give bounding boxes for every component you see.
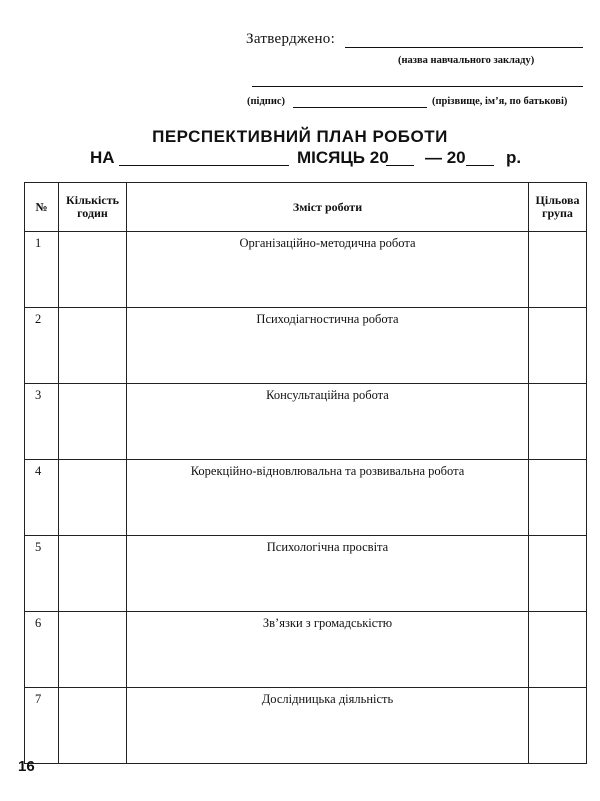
- hours-cell: [59, 688, 127, 764]
- col-header-number: №: [25, 183, 59, 232]
- signature-line: [293, 107, 427, 108]
- col-header-content: Зміст роботи: [127, 183, 529, 232]
- approved-label: Затверджено:: [246, 31, 336, 47]
- signature-label: (підпис): [247, 96, 286, 107]
- target-group-cell: [529, 460, 587, 536]
- row-number: 6: [25, 612, 59, 688]
- target-group-cell: [529, 612, 587, 688]
- year-start-line: [386, 165, 414, 166]
- row-number: 4: [25, 460, 59, 536]
- content-cell: Психологічна просвіта: [127, 536, 529, 612]
- name-caption: (прізвище, ім’я, по батькові): [432, 96, 568, 107]
- row-number: 2: [25, 308, 59, 384]
- row-number: 7: [25, 688, 59, 764]
- hours-cell: [59, 612, 127, 688]
- target-group-cell: [529, 308, 587, 384]
- page-title: ПЕРСПЕКТИВНИЙ ПЛАН РОБОТИ: [152, 127, 448, 146]
- table-row: [25, 688, 587, 764]
- row-number: 3: [25, 384, 59, 460]
- hours-cell: [59, 308, 127, 384]
- content-cell: Корекційно-відновлювальна та розвивальна робота: [127, 460, 529, 536]
- title-month-label: МІСЯЦЬ 20: [297, 148, 389, 167]
- hours-cell: [59, 232, 127, 308]
- approver-line: [252, 86, 583, 87]
- target-group-cell: [529, 384, 587, 460]
- plan-target-line: [119, 165, 289, 166]
- table-row: [25, 612, 587, 688]
- content-cell: Дослідницька діяльність: [127, 688, 529, 764]
- table-header-row: [25, 183, 587, 232]
- title-dash: — 20: [425, 148, 466, 167]
- table-row: [25, 460, 587, 536]
- table-row: [25, 384, 587, 460]
- hours-cell: [59, 536, 127, 612]
- col-header-target-group: Цільова група: [529, 183, 587, 232]
- target-group-cell: [529, 688, 587, 764]
- table-row: [25, 536, 587, 612]
- target-group-cell: [529, 232, 587, 308]
- page-number: 16: [18, 758, 35, 775]
- table-row: [25, 308, 587, 384]
- hours-cell: [59, 460, 127, 536]
- title-on-label: НА: [90, 148, 115, 167]
- row-number: 5: [25, 536, 59, 612]
- content-cell: Організаційно-методична робота: [127, 232, 529, 308]
- plan-table: [24, 182, 587, 764]
- year-end-line: [466, 165, 494, 166]
- row-number: 1: [25, 232, 59, 308]
- institution-line: [345, 47, 583, 48]
- col-header-hours: Кількість годин: [59, 183, 127, 232]
- hours-cell: [59, 384, 127, 460]
- target-group-cell: [529, 536, 587, 612]
- content-cell: Психодіагностична робота: [127, 308, 529, 384]
- institution-caption: (назва навчального закладу): [398, 55, 535, 66]
- table-row: [25, 232, 587, 308]
- title-year-suffix: р.: [506, 148, 522, 167]
- content-cell: Консультаційна робота: [127, 384, 529, 460]
- content-cell: Зв’язки з громадськістю: [127, 612, 529, 688]
